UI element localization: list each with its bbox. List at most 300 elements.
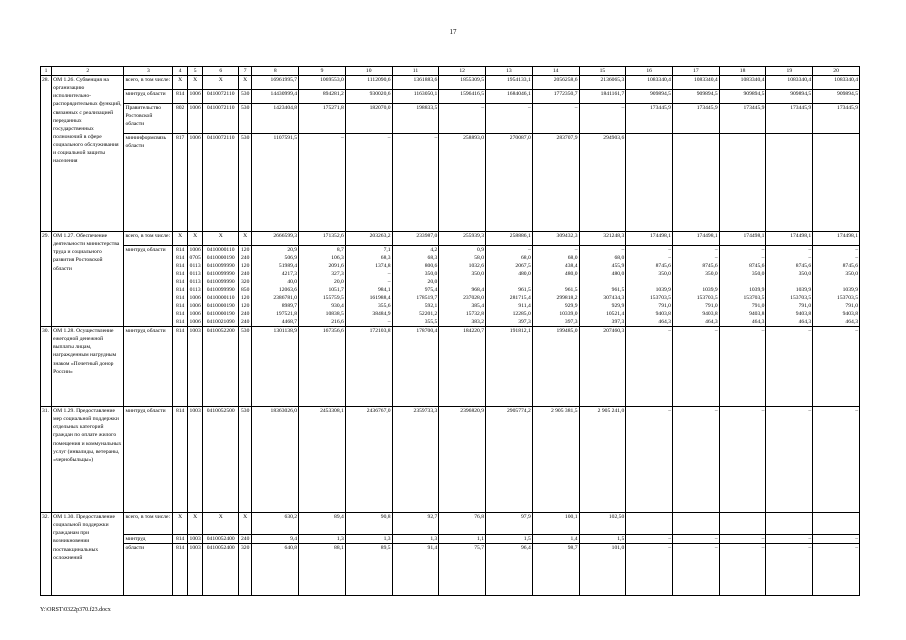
sub-value: 350,0: [471, 271, 485, 278]
sub-value: 8745,6: [655, 263, 671, 270]
value-cell: –: [345, 134, 392, 232]
sub-value: 1039,9: [842, 287, 858, 294]
table-row: [41, 535, 860, 544]
sub-value: 240: [241, 271, 250, 278]
value-cell: [672, 246, 719, 327]
sub-value: 1032,6: [468, 263, 485, 270]
sub-value: 984,1: [377, 287, 391, 294]
sub-value: 1006: [189, 295, 201, 302]
gov-code-cell: 802: [173, 104, 187, 134]
value-cell: 96,4: [486, 544, 533, 596]
value-cell: 174498,1: [766, 232, 813, 246]
sub-value: [581, 278, 625, 286]
sub-value: 38484,9: [372, 311, 391, 318]
value-cell: 321248,3: [579, 232, 626, 246]
sub-value: [721, 278, 765, 286]
section-code-cell: [187, 246, 203, 327]
value-cell: [486, 246, 533, 327]
sub-value: 299818,2: [556, 295, 578, 302]
sub-value: 161988,4: [369, 295, 391, 302]
sub-value: 0410099990: [206, 263, 235, 270]
column-number-header: 14: [532, 67, 579, 76]
value-cell: 1083340,4: [766, 76, 813, 90]
sub-value: 9403,8: [749, 311, 765, 318]
expense-type-cell: 530: [239, 134, 252, 232]
column-number-header: 13: [486, 67, 533, 76]
section-code-cell: Х: [187, 76, 203, 90]
value-cell: [719, 513, 766, 535]
value-cell: 1855309,5: [439, 76, 486, 90]
gov-code-cell: 817: [173, 134, 187, 232]
table-row: [41, 407, 860, 513]
table-row: [41, 232, 860, 246]
section-code-cell: 1006: [187, 90, 203, 104]
sub-value: 153703,5: [650, 295, 671, 302]
sub-value: 1051,7: [328, 287, 344, 294]
value-cell: 184220,7: [439, 327, 486, 407]
value-cell: [579, 246, 626, 327]
value-cell: 207460,3: [579, 327, 626, 407]
value-cell: –: [813, 327, 860, 407]
row-number-cell: 29.: [41, 232, 52, 327]
value-cell: 2359733,3: [392, 407, 439, 513]
sub-value: –: [855, 247, 858, 254]
sub-value: 9403,8: [795, 311, 812, 318]
sub-value: 120: [241, 247, 250, 254]
sub-value: 9403,8: [702, 311, 718, 318]
sub-value: 0,9: [477, 247, 485, 254]
executor-cell: всего, в том числе:: [124, 76, 173, 90]
sub-value: 4217,3: [281, 271, 298, 278]
value-cell: 1083340,4: [672, 76, 719, 90]
sub-value: [440, 278, 484, 286]
page-number: 17: [449, 28, 457, 36]
expense-type-cell: 240: [239, 535, 252, 544]
sub-value: 237028,0: [463, 295, 485, 302]
sub-value: 350,0: [798, 271, 812, 278]
sub-value: 0410099990: [206, 271, 235, 278]
sub-value: 397,3: [611, 319, 625, 326]
value-cell: 203263,2: [345, 232, 392, 246]
value-cell: 1,3: [392, 535, 439, 544]
value-cell: 89,5: [345, 544, 392, 596]
value-cell: 91,4: [392, 544, 439, 596]
header-row: [41, 67, 860, 76]
value-cell: 930020,6: [345, 90, 392, 104]
executor-cell: Правительство Ростовской области: [124, 104, 173, 134]
value-cell: 233987,0: [392, 232, 439, 246]
sub-value: 911,4: [518, 303, 531, 310]
value-cell: –: [626, 535, 673, 544]
value-cell: 909894,5: [813, 90, 860, 104]
sub-value: –: [855, 255, 858, 262]
value-cell: 98,7: [532, 544, 579, 596]
sub-value: 814: [175, 311, 185, 318]
value-cell: 1,3: [299, 535, 346, 544]
sub-value: 397,3: [518, 319, 531, 326]
sub-value: 281715,4: [509, 295, 531, 302]
gov-code-cell: 814: [173, 544, 187, 596]
sub-value: 350,0: [751, 271, 765, 278]
value-cell: 100,1: [532, 513, 579, 535]
sub-value: –: [714, 247, 718, 254]
measure-name-cell: ОМ 1.29. Предоставление мер социальной поддержки отдельных категорий граждан по оплате жилого помещения и коммунальных услуг (инвалиды, ветераны, «чернобыльцы»): [52, 407, 124, 513]
sub-value: 1006: [189, 247, 201, 254]
sub-value: [767, 278, 811, 286]
sub-value: 814: [175, 319, 185, 326]
value-cell: –: [486, 104, 533, 134]
sub-value: 975,4: [424, 287, 438, 294]
column-number-header: 11: [392, 67, 439, 76]
value-cell: 1301138,9: [252, 327, 299, 407]
sub-value: 153703,5: [837, 295, 858, 302]
sub-value: –: [761, 247, 765, 254]
sub-value: 397,3: [564, 319, 578, 326]
value-cell: 175271,8: [299, 104, 346, 134]
value-cell: –: [813, 544, 860, 596]
value-cell: –: [766, 327, 813, 407]
sub-value: 4,2: [430, 247, 438, 254]
value-cell: 2905774,2: [486, 407, 533, 513]
sub-value: 120: [241, 263, 250, 270]
value-cell: 9,4: [252, 535, 299, 544]
sub-value: 480,0: [518, 271, 531, 278]
sub-value: 0410000190: [206, 303, 235, 310]
sub-value: 383,2: [471, 319, 485, 326]
value-cell: –: [672, 535, 719, 544]
value-cell: –: [439, 104, 486, 134]
sub-value: 320: [241, 279, 250, 286]
sub-value: –: [808, 255, 812, 262]
value-cell: [392, 246, 439, 327]
value-cell: 174498,1: [719, 232, 766, 246]
sub-value: 68,0: [520, 255, 531, 262]
sub-value: –: [387, 279, 391, 286]
value-cell: 14430999,4: [252, 90, 299, 104]
value-cell: 191812,1: [486, 327, 533, 407]
value-cell: 2056258,6: [532, 76, 579, 90]
sub-value: [627, 278, 671, 286]
value-cell: 173445,9: [719, 104, 766, 134]
sub-value: 155759,5: [322, 295, 344, 302]
sub-value: 464,3: [751, 319, 765, 326]
section-code-cell: 1003: [187, 407, 203, 513]
sub-value: 355,5: [424, 319, 438, 326]
sub-value: 0410000190: [206, 255, 235, 262]
sub-value: 15732,8: [465, 311, 485, 318]
sub-value: 0410021090: [206, 319, 235, 326]
sub-value: 68,3: [380, 255, 391, 262]
value-cell: –: [813, 407, 860, 513]
value-cell: 909894,5: [626, 90, 673, 104]
sub-value: 1006: [189, 311, 201, 318]
sub-value: 2067,5: [515, 263, 531, 270]
sub-value: 1039,9: [702, 287, 718, 294]
gov-code-cell: [173, 246, 187, 327]
sub-value: 7,1: [383, 247, 391, 254]
value-cell: –: [299, 134, 346, 232]
sub-value: [674, 278, 718, 286]
value-cell: 2 905 381,5: [532, 407, 579, 513]
value-cell: 173445,9: [672, 104, 719, 134]
value-cell: 1,3: [345, 535, 392, 544]
value-cell: 2666599,3: [252, 232, 299, 246]
gov-code-cell: 814: [173, 327, 187, 407]
expense-type-cell: Х: [239, 513, 252, 535]
sub-value: 961,5: [611, 287, 625, 294]
executor-cell: всего, в том числе:: [124, 232, 173, 246]
value-cell: –: [672, 327, 719, 407]
row-number-cell: 28.: [41, 76, 52, 232]
sub-value: 120: [241, 295, 250, 302]
sub-value: 506,9: [284, 255, 298, 262]
row-number-cell: 30.: [41, 327, 52, 407]
value-cell: 178700,4: [392, 327, 439, 407]
section-code-cell: 1006: [187, 104, 203, 134]
sub-value: –: [808, 247, 812, 254]
value-cell: 171352,6: [299, 232, 346, 246]
sub-value: 814: [175, 295, 185, 302]
sub-value: 197521,8: [276, 311, 298, 318]
sub-value: 464,3: [798, 319, 812, 326]
sub-value: 68,3: [427, 255, 438, 262]
sub-value: –: [527, 247, 531, 254]
value-cell: 173445,9: [766, 104, 813, 134]
sub-value: 0410099990: [206, 279, 235, 286]
sub-value: 8745,6: [842, 263, 858, 270]
sub-value: 814: [175, 303, 185, 310]
sub-value: 968,4: [471, 287, 485, 294]
sub-value: 0113: [189, 287, 201, 294]
value-cell: 255939,3: [439, 232, 486, 246]
sub-value: 327,3: [331, 271, 344, 278]
value-cell: [345, 246, 392, 327]
column-number-header: 9: [299, 67, 346, 76]
sub-value: 307434,3: [603, 295, 625, 302]
expense-type-cell: 530: [239, 90, 252, 104]
sub-value: 464,3: [658, 319, 671, 326]
sub-value: 8745,6: [749, 263, 765, 270]
sub-value: 52201,2: [419, 311, 438, 318]
sub-value: 961,5: [518, 287, 531, 294]
sub-value: 2386781,0: [273, 295, 298, 302]
value-cell: 1,4: [532, 535, 579, 544]
sub-value: 12063,6: [278, 287, 298, 294]
measure-name-cell: ОМ 1.30. Предоставление социальной поддержки гражданам при возникновении поствакцинальных осложнений: [52, 513, 124, 596]
expense-type-cell: 320: [239, 544, 252, 596]
value-cell: 2136065,3: [579, 76, 626, 90]
sub-value: 20,0: [427, 279, 438, 286]
sub-value: 1039,9: [795, 287, 812, 294]
sub-value: 68,0: [567, 255, 578, 262]
sub-value: 1039,9: [749, 287, 765, 294]
value-cell: 909894,5: [672, 90, 719, 104]
sub-value: 355,6: [377, 303, 391, 310]
executor-cell: всего, в том числе:: [124, 513, 173, 535]
value-cell: 1,5: [486, 535, 533, 544]
sub-value: [534, 278, 578, 286]
value-cell: –: [626, 407, 673, 513]
sub-value: 9403,8: [842, 311, 858, 318]
value-cell: 294903,6: [579, 134, 626, 232]
value-cell: 2396820,9: [439, 407, 486, 513]
value-cell: –: [719, 407, 766, 513]
value-cell: 1,5: [579, 535, 626, 544]
value-cell: 1112090,6: [345, 76, 392, 90]
value-cell: –: [766, 535, 813, 544]
value-cell: [813, 246, 860, 327]
value-cell: 90,8: [345, 513, 392, 535]
column-number-header: 15: [579, 67, 626, 76]
sub-value: 120: [241, 303, 250, 310]
sub-value: 0410000110: [206, 295, 235, 302]
value-cell: 101,0: [579, 544, 626, 596]
sub-value: 178519,7: [416, 295, 438, 302]
column-number-header: 6: [203, 67, 239, 76]
sub-value: 8,7: [336, 247, 344, 254]
value-cell: –: [719, 535, 766, 544]
sub-value: 961,5: [564, 287, 578, 294]
sub-value: 814: [175, 255, 185, 262]
sub-value: 10521,4: [606, 311, 625, 318]
value-cell: 16961995,7: [252, 76, 299, 90]
sub-value: 592,1: [424, 303, 438, 310]
value-cell: 97,9: [486, 513, 533, 535]
target-article-cell: Х: [203, 76, 239, 90]
value-cell: [813, 513, 860, 535]
target-article-cell: Х: [203, 232, 239, 246]
section-code-cell: 1003: [187, 544, 203, 596]
sub-value: 814: [175, 279, 185, 286]
sub-value: [814, 278, 858, 286]
file-path: Y:\ORST\0322p370.f23.docx: [40, 607, 111, 613]
expense-type-cell: 530: [239, 327, 252, 407]
sub-value: –: [387, 271, 391, 278]
sub-value: 480,0: [564, 271, 578, 278]
value-cell: [439, 246, 486, 327]
gov-code-cell: Х: [173, 232, 187, 246]
value-cell: 258886,1: [486, 232, 533, 246]
value-cell: 1361883,6: [392, 76, 439, 90]
sub-value: 1006: [189, 303, 201, 310]
sub-value: 930,4: [331, 303, 344, 310]
value-cell: 173445,9: [626, 104, 673, 134]
sub-value: 58,0: [474, 255, 485, 262]
column-number-header: 2: [52, 67, 124, 76]
sub-value: 791,0: [705, 303, 718, 310]
sub-value: 153703,5: [696, 295, 718, 302]
value-cell: 309432,3: [532, 232, 579, 246]
sub-value: –: [714, 255, 718, 262]
sub-value: 8989,7: [281, 303, 298, 310]
gov-code-cell: 814: [173, 535, 187, 544]
column-number-header: 20: [813, 67, 860, 76]
sub-value: 464,3: [845, 319, 858, 326]
value-cell: 102,50: [579, 513, 626, 535]
table-row: [41, 544, 860, 596]
section-code-cell: Х: [187, 232, 203, 246]
value-cell: –: [766, 407, 813, 513]
sub-value: 791,0: [798, 303, 812, 310]
sub-value: 0705: [189, 255, 201, 262]
table-row: [41, 76, 860, 90]
sub-value: –: [668, 255, 671, 262]
budget-table: [40, 66, 860, 596]
sub-value: 1039,9: [655, 287, 671, 294]
value-cell: 2436767,0: [345, 407, 392, 513]
value-cell: 1083340,4: [813, 76, 860, 90]
value-cell: –: [626, 544, 673, 596]
sub-value: 480,0: [611, 271, 625, 278]
expense-type-cell: 530: [239, 407, 252, 513]
value-cell: [626, 246, 673, 327]
sub-value: –: [668, 247, 671, 254]
value-cell: 1684046,1: [486, 90, 533, 104]
sub-value: 10339,0: [559, 311, 578, 318]
value-cell: [719, 134, 766, 232]
value-cell: 909894,5: [766, 90, 813, 104]
sub-value: 814: [175, 271, 185, 278]
table-row: [41, 90, 860, 104]
column-number-header: 16: [626, 67, 673, 76]
column-number-header: 3: [124, 67, 173, 76]
sub-value: 814: [175, 263, 185, 270]
value-cell: 89,4: [299, 513, 346, 535]
target-article-cell: 0410072110: [203, 104, 239, 134]
value-cell: [252, 246, 299, 327]
executor-cell: области: [124, 544, 173, 596]
executor-cell: минтруд области: [124, 407, 173, 513]
sub-value: 791,0: [658, 303, 671, 310]
sub-value: 0410099990: [206, 287, 235, 294]
measure-name-cell: ОМ 1.27. Обеспечение деятельности министерства труда и социального развития Ростовской области: [52, 232, 124, 327]
column-number-header: 18: [719, 67, 766, 76]
sub-value: 0410000110: [206, 247, 235, 254]
sub-value: 455,9: [611, 263, 625, 270]
measure-name-cell: ОМ 1.28. Осуществление ежегодной денежной выплаты лицам, награжденным нагрудным знаком «Почетный донор России»: [52, 327, 124, 407]
value-cell: 1,1: [439, 535, 486, 544]
sub-value: 1374,8: [375, 263, 391, 270]
value-cell: [672, 513, 719, 535]
value-cell: [766, 246, 813, 327]
sub-value: –: [761, 255, 765, 262]
target-article-cell: 0410072110: [203, 134, 239, 232]
value-cell: [719, 246, 766, 327]
sub-value: 216,6: [331, 319, 344, 326]
gov-code-cell: Х: [173, 513, 187, 535]
value-cell: 174498,1: [672, 232, 719, 246]
section-code-cell: 1003: [187, 535, 203, 544]
sub-value: 8745,6: [702, 263, 718, 270]
value-cell: 174498,1: [626, 232, 673, 246]
value-cell: –: [392, 134, 439, 232]
column-number-header: 17: [672, 67, 719, 76]
value-cell: [626, 134, 673, 232]
value-cell: 182070,0: [345, 104, 392, 134]
value-cell: –: [719, 544, 766, 596]
sub-value: 8745,6: [795, 263, 812, 270]
gov-code-cell: 814: [173, 407, 187, 513]
value-cell: 76,8: [439, 513, 486, 535]
value-cell: 909894,5: [719, 90, 766, 104]
target-article-cell: 0410052400: [203, 535, 239, 544]
value-cell: –: [579, 104, 626, 134]
sub-value: 106,3: [331, 255, 344, 262]
expense-type-cell: 530: [239, 104, 252, 134]
executor-cell: минтруд области: [124, 327, 173, 407]
value-cell: 1069553,0: [299, 76, 346, 90]
target-article-cell: [203, 246, 239, 327]
